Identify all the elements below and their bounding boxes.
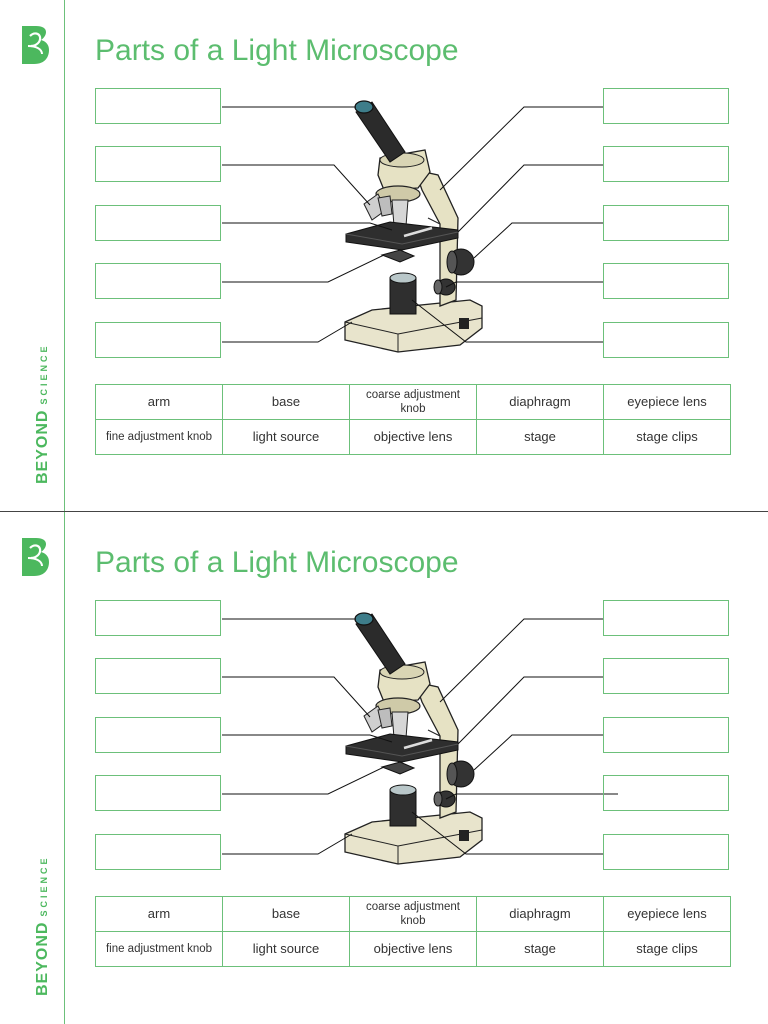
word-bank-row xyxy=(96,897,731,932)
label-box-left-2[interactable] xyxy=(95,658,221,694)
word-bank-row xyxy=(96,385,731,420)
label-box-left-4[interactable] xyxy=(95,775,221,811)
word-bank-cell: diaphragm xyxy=(477,897,604,932)
word-bank-cell: arm xyxy=(96,385,223,420)
word-bank-cell: stage clips xyxy=(604,420,731,455)
word-bank-cell: fine adjustment knob xyxy=(96,932,223,967)
label-box-left-3[interactable] xyxy=(95,205,221,241)
word-bank-cell: objective lens xyxy=(350,420,477,455)
word-bank-row xyxy=(96,932,731,967)
worksheet-2 xyxy=(0,512,768,1024)
brand-name-primary: BEYOND xyxy=(34,921,51,996)
word-bank-cell: base xyxy=(223,897,350,932)
microscope-icon xyxy=(345,613,482,864)
word-bank-cell: stage xyxy=(477,420,604,455)
brand-name-primary: BEYOND xyxy=(34,409,51,484)
word-bank xyxy=(95,896,731,967)
label-box-right-3[interactable] xyxy=(603,717,729,753)
label-box-right-4[interactable] xyxy=(603,263,729,299)
label-box-right-5[interactable] xyxy=(603,322,729,358)
word-bank-cell: coarse adjustment knob xyxy=(350,897,477,932)
label-box-left-1[interactable] xyxy=(95,88,221,124)
label-box-right-4[interactable] xyxy=(603,775,729,811)
label-box-left-5[interactable] xyxy=(95,834,221,870)
label-box-left-3[interactable] xyxy=(95,717,221,753)
label-box-left-2[interactable] xyxy=(95,146,221,182)
label-box-right-2[interactable] xyxy=(603,146,729,182)
label-box-right-2[interactable] xyxy=(603,658,729,694)
word-bank-cell: diaphragm xyxy=(477,385,604,420)
label-box-left-4[interactable] xyxy=(95,263,221,299)
word-bank-cell: light source xyxy=(223,420,350,455)
label-box-right-1[interactable] xyxy=(603,600,729,636)
word-bank-cell: stage clips xyxy=(604,932,731,967)
word-bank xyxy=(95,384,731,455)
word-bank-cell: arm xyxy=(96,897,223,932)
word-bank-cell: stage xyxy=(477,932,604,967)
label-box-left-5[interactable] xyxy=(95,322,221,358)
label-box-right-3[interactable] xyxy=(603,205,729,241)
microscope-icon xyxy=(345,101,482,352)
word-bank-cell: eyepiece lens xyxy=(604,385,731,420)
label-box-left-1[interactable] xyxy=(95,600,221,636)
word-bank-cell: fine adjustment knob xyxy=(96,420,223,455)
word-bank-cell: light source xyxy=(223,932,350,967)
page-title: Parts of a Light Microscope xyxy=(95,546,459,579)
word-bank-cell: objective lens xyxy=(350,932,477,967)
leader-lines xyxy=(222,619,618,854)
word-bank-cell: coarse adjustment knob xyxy=(350,385,477,420)
word-bank-cell: base xyxy=(223,385,350,420)
label-box-right-5[interactable] xyxy=(603,834,729,870)
word-bank-cell: eyepiece lens xyxy=(604,897,731,932)
brand-name-secondary: SCIENCE xyxy=(39,343,49,405)
page-title: Parts of a Light Microscope xyxy=(95,34,459,67)
label-box-right-1[interactable] xyxy=(603,88,729,124)
brand-name-secondary: SCIENCE xyxy=(39,855,49,917)
word-bank-row xyxy=(96,420,731,455)
